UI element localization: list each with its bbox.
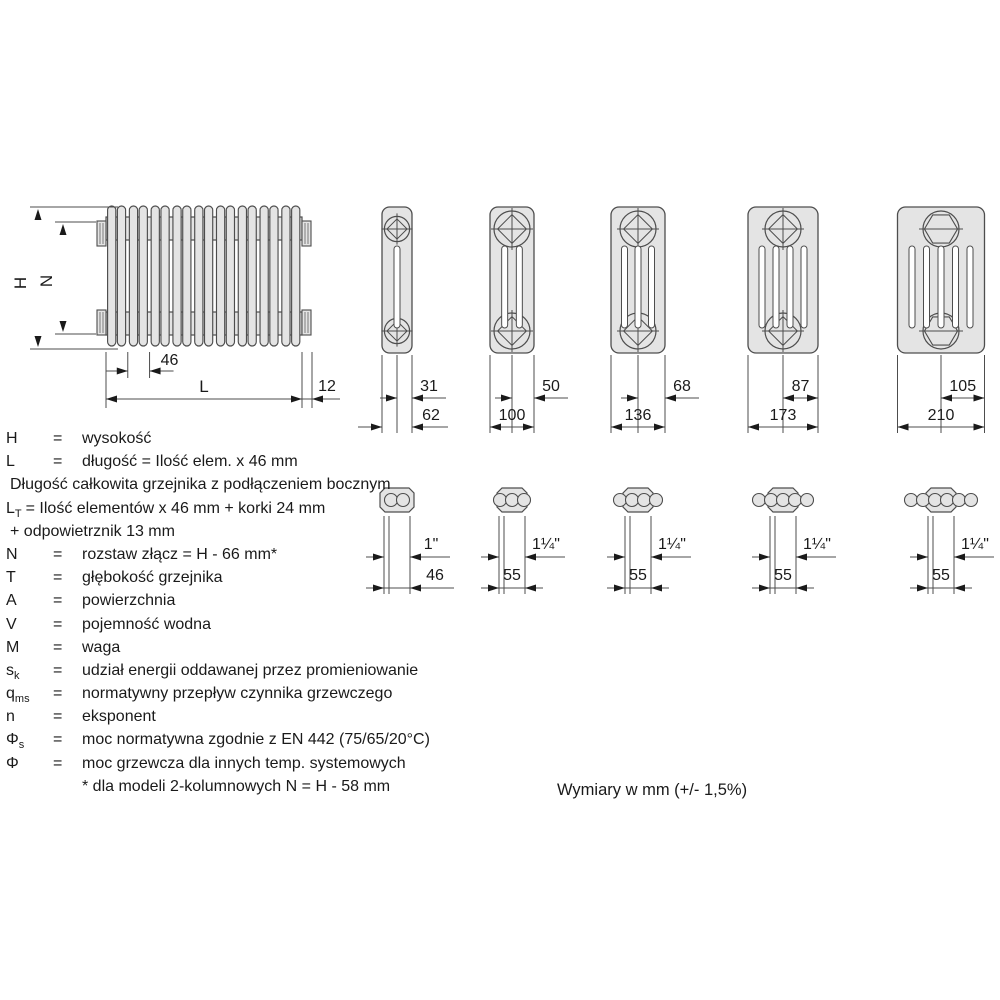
column-top-circle	[777, 494, 790, 507]
radiator-tube	[205, 206, 213, 346]
side-plug	[97, 310, 106, 335]
cross-section-6col	[898, 207, 985, 433]
legend-row-A: A = powierzchnia	[6, 592, 176, 610]
pitch-label: 46	[426, 567, 444, 584]
legend-row-qms: $q_{ms}$ = normatywny przepływ czynnika grzewczego	[6, 685, 393, 706]
radiator-tube	[248, 206, 256, 346]
legend-row-M: M = waga	[6, 638, 121, 656]
radiator-tube	[292, 206, 300, 346]
side-plug	[302, 310, 311, 335]
column-top-circle	[953, 494, 966, 507]
half-depth-label: 87	[791, 378, 810, 395]
column-slot	[394, 246, 400, 328]
legend-row-LT: $L_T$ = Ilość elementów x 46 mm + korki 24 mm	[6, 499, 326, 520]
radiator-tube	[117, 206, 125, 346]
depth-label: 100	[498, 407, 526, 424]
spacing-dim-label: N	[37, 274, 56, 288]
cross-section-3col	[490, 207, 568, 433]
radiator-tube	[139, 206, 147, 346]
column-top-circle	[789, 494, 802, 507]
radiator-tube	[282, 206, 290, 346]
depth-label: 173	[769, 407, 797, 424]
column-top-circle	[941, 494, 954, 507]
top-view-6col	[905, 488, 995, 594]
column-slot	[938, 246, 944, 328]
depth-label: 136	[624, 407, 652, 424]
pitch-label: 55	[774, 567, 792, 584]
column-slot	[635, 246, 641, 328]
radiator-tube	[260, 206, 268, 346]
legend-row-phi: Φ = moc grzewcza dla innych temp. systemowych	[6, 754, 406, 772]
dimensions-note: Wymiary w mm (+/- 1,5%)	[557, 781, 748, 799]
cross-section-5col	[748, 207, 818, 433]
legend-row-phi-s: $\Phi_s$ = moc normatywna zgodnie z EN 442 (75/65/20°C)	[6, 731, 430, 752]
legend	[6, 427, 646, 798]
length-dim-label: L	[199, 377, 209, 396]
column-slot	[801, 246, 807, 328]
column-slot	[773, 246, 779, 328]
pitch-label: 55	[629, 567, 647, 584]
height-dim-label: H	[11, 276, 30, 290]
radiator-tube	[151, 206, 159, 346]
connection-size-label: 1¼"	[532, 536, 560, 553]
column-top-circle	[917, 494, 930, 507]
element-width-label: 46	[160, 352, 179, 369]
column-slot	[622, 246, 628, 328]
column-slot	[787, 246, 793, 328]
column-top-circle	[753, 494, 766, 507]
legend-row-V: V = pojemność wodna	[6, 615, 211, 633]
side-plug	[302, 221, 311, 246]
half-depth-label: 31	[420, 378, 438, 395]
column-top-circle	[905, 494, 918, 507]
cross-section-2col	[358, 207, 448, 433]
depth-label: 62	[422, 407, 440, 424]
legend-row-vent: + odpowietrznik 13 mm	[10, 522, 175, 540]
radiator-tube	[238, 206, 246, 346]
legend-row-sk: $s_k$ = udział energii oddawanej przez promieniowanie	[6, 661, 419, 683]
depth-label: 210	[927, 407, 955, 424]
half-depth-label: 68	[673, 378, 691, 395]
legend-row-L: L = długość = Ilość elem. x 46 mm	[6, 453, 298, 471]
half-depth-label: 105	[949, 378, 977, 395]
top-view-5col	[752, 488, 836, 594]
column-slot	[967, 246, 973, 328]
column-top-circle	[929, 494, 942, 507]
connection-size-label: 1¼"	[803, 536, 831, 553]
column-slot	[953, 246, 959, 328]
half-depth-label: 50	[542, 378, 560, 395]
radiator-front-view	[97, 206, 311, 346]
column-slot	[502, 246, 508, 328]
column-slot	[924, 246, 930, 328]
radiator-tube	[161, 206, 169, 346]
connection-size-label: 1¼"	[961, 536, 989, 553]
legend-row-T: T = głębokość grzejnika	[6, 569, 223, 587]
radiator-tube	[173, 206, 181, 346]
legend-row-footnote: * dla modeli 2-kolumnowych N = H - 58 mm	[82, 777, 391, 795]
cross-section-4col	[611, 207, 699, 433]
radiator-tube	[270, 206, 278, 346]
radiator-tube	[129, 206, 137, 346]
connection-size-label: 1"	[423, 536, 439, 553]
column-top-circle	[965, 494, 978, 507]
column-top-circle	[765, 494, 778, 507]
legend-row-n: n = eksponent	[6, 708, 156, 726]
pitch-label: 55	[932, 567, 950, 584]
column-slot	[909, 246, 915, 328]
legend-row-N: N = rozstaw złącz = H - 66 mm*	[6, 545, 278, 563]
radiator-tube	[195, 206, 203, 346]
radiator-tube	[183, 206, 191, 346]
column-slot	[516, 246, 522, 328]
column-slot	[759, 246, 765, 328]
radiator-tube	[226, 206, 234, 346]
side-plug	[97, 221, 106, 246]
column-top-circle	[801, 494, 814, 507]
column-slot	[649, 246, 655, 328]
column-top-circle	[650, 494, 663, 507]
radiator-tube	[108, 206, 116, 346]
connection-size-label: 1¼"	[658, 536, 686, 553]
end-offset-label: 12	[318, 378, 336, 395]
legend-row-total-length-title: Długość całkowita grzejnika z podłączeniem bocznym	[10, 476, 391, 494]
pitch-label: 55	[503, 567, 521, 584]
radiator-tube	[216, 206, 224, 346]
legend-row-H: H = wysokość	[6, 430, 152, 447]
